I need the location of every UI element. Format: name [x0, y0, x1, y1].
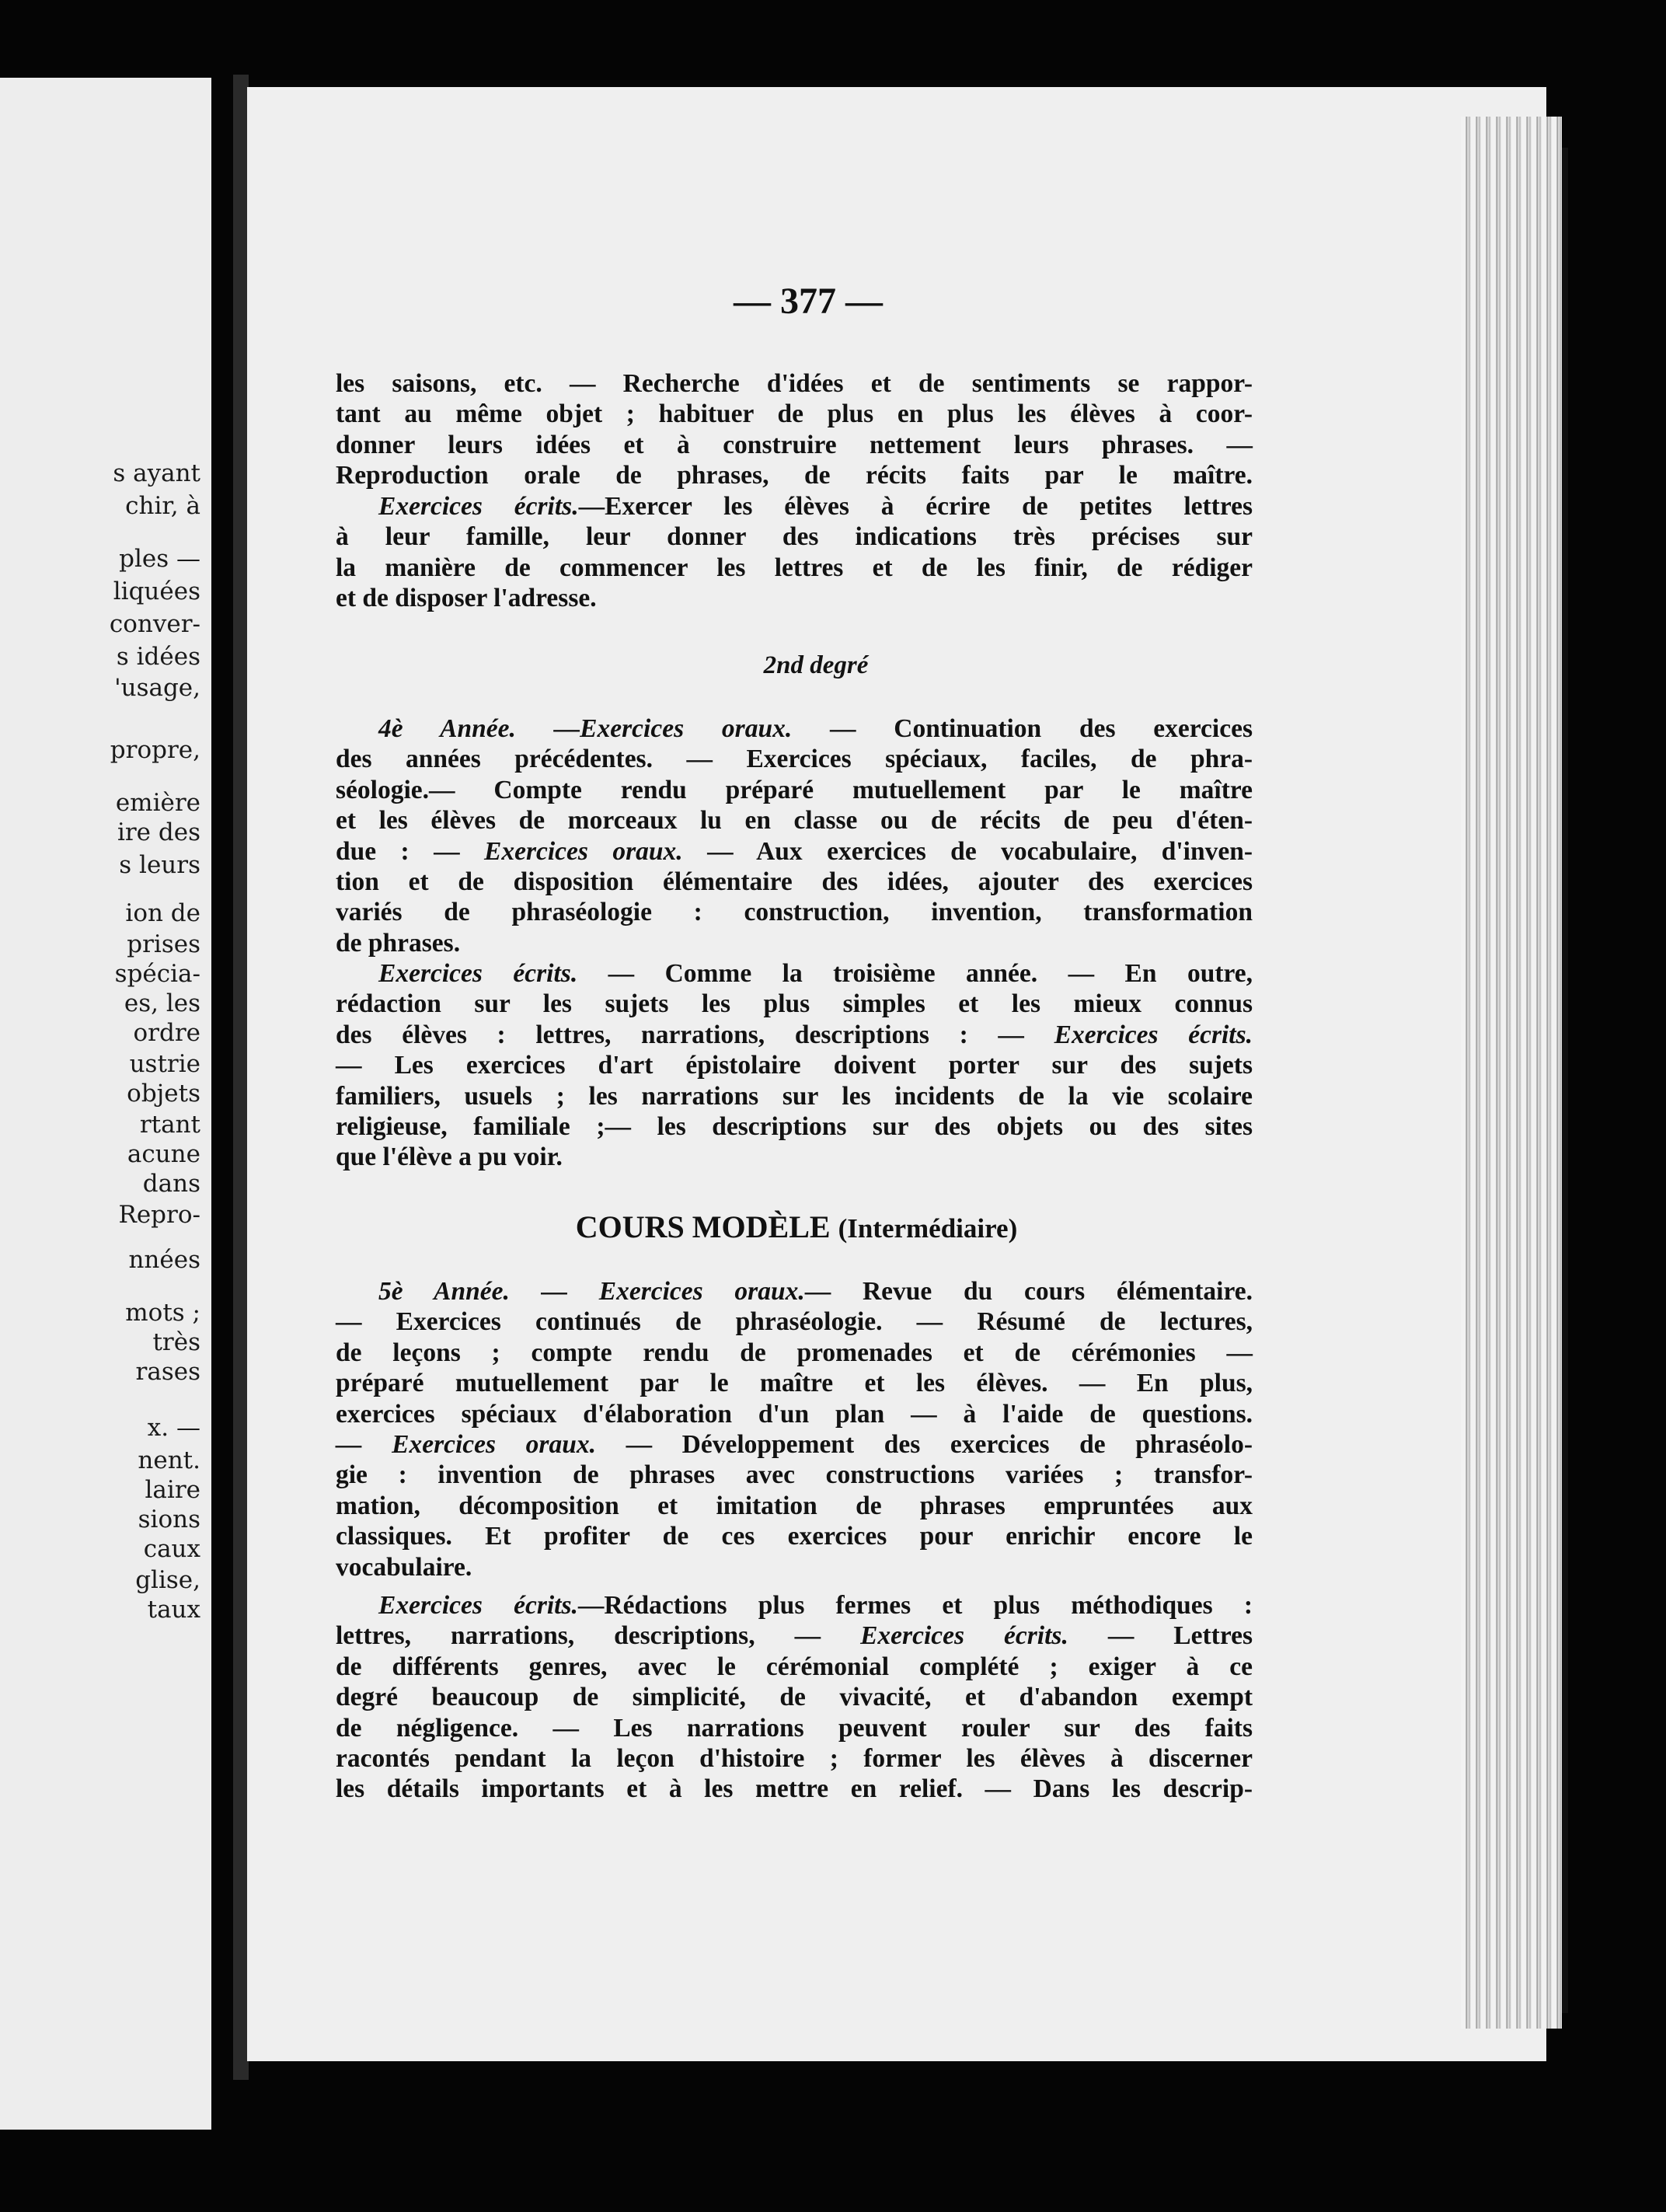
- text-line: et de disposer l'adresse.: [336, 584, 597, 613]
- text-line: variés de phraséologie : construction, invention, transformation: [336, 898, 1253, 927]
- italic-lead: Exercices écrits.: [378, 959, 578, 988]
- section-heading: COURS MODÈLE (Intermédiaire): [575, 1209, 1018, 1244]
- text-line: séologie.— Compte rendu préparé mutuellement par le maître: [336, 775, 1253, 804]
- text-line: vocabulaire.: [336, 1552, 472, 1582]
- left-page-fragment: s leurs: [119, 851, 200, 879]
- text-line: Exercices écrits.—Rédactions plus fermes et plus méthodiques :: [378, 1591, 1253, 1620]
- text-line: rédaction sur les sujets les plus simples et les mieux connus: [336, 989, 1253, 1019]
- italic-lead: Exercices écrits.: [378, 1591, 578, 1620]
- text-line: et les élèves de morceaux lu en classe ou de récits de peu d'éten-: [336, 806, 1253, 836]
- left-page-fragment: x. —: [147, 1414, 200, 1442]
- left-page-fragment: emière: [115, 789, 200, 817]
- italic-lead: 4è Année. —Exercices oraux.: [378, 714, 793, 743]
- left-page-fragment: mots ;: [125, 1299, 200, 1327]
- paragraph-exercices-ecrits-2: [336, 958, 1253, 1173]
- text-line: de phrases.: [336, 928, 461, 958]
- paragraph-exercices-ecrits-3: [336, 1590, 1253, 1805]
- text-line: lettres, narrations, descriptions, — Exercices écrits. — Lettres: [336, 1621, 1253, 1651]
- degree-heading: 2nd degré: [763, 651, 869, 679]
- paragraph-5e-annee: [336, 1276, 1253, 1582]
- text-line: Exercices écrits. — Comme la troisième année. — En outre,: [378, 959, 1253, 988]
- italic-lead: 5è Année. — Exercices oraux.: [378, 1277, 805, 1306]
- text-line: la manière de commencer les lettres et de les finir, de rédiger: [336, 553, 1253, 582]
- text-line: racontés pendant la leçon d'histoire ; former les élèves à discerner: [336, 1744, 1253, 1774]
- left-page-fragment: ordre: [133, 1019, 200, 1047]
- italic-lead: Exercices écrits.: [378, 492, 579, 521]
- left-page-fragment: ire des: [117, 818, 200, 846]
- left-page-fragment: s ayant: [113, 459, 200, 487]
- text-line: — Les exercices d'art épistolaire doivent porter sur des sujets: [336, 1051, 1253, 1080]
- left-page-fragment: propre,: [110, 736, 200, 764]
- text-line: 5è Année. — Exercices oraux.— Revue du cours élémentaire.: [378, 1277, 1253, 1306]
- page-edges: [1461, 117, 1562, 2029]
- text-line: des élèves : lettres, narrations, descriptions : — Exercices écrits.: [336, 1020, 1253, 1049]
- left-page-fragment: glise,: [135, 1566, 200, 1594]
- left-page-fragment: nnées: [128, 1246, 200, 1274]
- text-line: donner leurs idées et à construire nettement leurs phrases. —: [336, 430, 1253, 459]
- text-line: classiques. Et profiter de ces exercices pour enrichir encore le: [336, 1522, 1253, 1551]
- text-line: familiers, usuels ; les narrations sur les incidents de la vie scolaire: [336, 1081, 1253, 1111]
- text-line: religieuse, familiale ;— les descriptions sur des objets ou des sites: [336, 1112, 1253, 1142]
- text-line: que l'élève a pu voir.: [336, 1143, 563, 1172]
- text-line: Exercices écrits.—Exercer les élèves à écrire de petites lettres: [378, 492, 1253, 521]
- text-line: mation, décomposition et imitation de phrases empruntées aux: [336, 1491, 1253, 1520]
- page-number: — 377 —: [734, 281, 883, 322]
- left-page-fragment: dans: [142, 1170, 200, 1198]
- text-line: 4è Année. —Exercices oraux. — Continuation des exercices: [378, 714, 1253, 743]
- left-page-fragment: 'usage,: [114, 674, 200, 702]
- left-page-fragment: ustrie: [129, 1050, 200, 1078]
- left-page-fragment: très: [152, 1328, 200, 1356]
- left-page-fragment: s idées: [116, 643, 200, 671]
- left-page-fragment: objets: [127, 1080, 200, 1108]
- text-line: tion et de disposition élémentaire des idées, ajouter des exercices: [336, 867, 1253, 897]
- left-page-fragment: chir, à: [125, 492, 200, 520]
- text-line: préparé mutuellement par le maître et les élèves. — En plus,: [336, 1369, 1253, 1398]
- left-page-fragment: liquées: [113, 577, 200, 605]
- left-page-fragment: ples —: [119, 545, 200, 573]
- left-page-fragment: sions: [138, 1505, 200, 1533]
- text-line: de négligence. — Les narrations peuvent rouler sur des faits: [336, 1713, 1253, 1743]
- left-page-fragment: laire: [145, 1476, 200, 1504]
- book-gutter-shadow: [233, 75, 249, 2080]
- left-page-fragment: rases: [135, 1358, 200, 1386]
- left-page-fragment: caux: [143, 1535, 200, 1563]
- text-line: gie : invention de phrases avec constructions variées ; transfor-: [336, 1460, 1253, 1490]
- left-page-fragment: Repro-: [118, 1201, 200, 1229]
- paragraph-4e-annee: [336, 713, 1253, 958]
- left-page: [0, 78, 211, 2130]
- text-line: les détails importants et à les mettre en relief. — Dans les descrip-: [336, 1774, 1253, 1804]
- text-line: — Exercices continués de phraséologie. — Résumé de lectures,: [336, 1307, 1253, 1337]
- text-line: à leur famille, leur donner des indications très précises sur: [336, 522, 1253, 552]
- left-page-fragment: taux: [147, 1596, 200, 1624]
- left-page-fragment: es, les: [124, 989, 200, 1017]
- left-page-fragment: nent.: [138, 1446, 200, 1474]
- left-page-fragment: rtant: [139, 1111, 200, 1139]
- paragraph-exercices-ecrits-1: [336, 491, 1253, 614]
- text-line: Reproduction orale de phrases, de récits faits par le maître.: [336, 461, 1253, 490]
- left-page-fragment: conver-: [109, 610, 200, 638]
- text-line: de leçons ; compte rendu de promenades et de cérémonies —: [336, 1338, 1253, 1367]
- text-line: de différents genres, avec le cérémonial complété ; exiger à ce: [336, 1652, 1253, 1681]
- text-line: due : — Exercices oraux. — Aux exercices de vocabulaire, d'inven-: [336, 836, 1253, 866]
- text-line: des années précédentes. — Exercices spéciaux, faciles, de phra-: [336, 745, 1253, 774]
- text-line: — Exercices oraux. — Développement des exercices de phraséolo-: [336, 1430, 1253, 1460]
- text-line: tant au même objet ; habituer de plus en plus les élèves à coor-: [336, 399, 1253, 429]
- left-page-fragment: prises: [127, 930, 200, 958]
- left-page-fragment: acune: [127, 1140, 200, 1168]
- text-line: exercices spéciaux d'élaboration d'un plan — à l'aide de questions.: [336, 1399, 1253, 1429]
- left-page-fragment: spécia-: [114, 960, 200, 988]
- text-line: degré beaucoup de simplicité, de vivacité, et d'abandon exempt: [336, 1683, 1253, 1712]
- book-cover-edge: [1562, 148, 1568, 2013]
- paragraph-continuation: [336, 368, 1253, 491]
- left-page-fragment: ion de: [125, 899, 200, 927]
- text-line: les saisons, etc. — Recherche d'idées et de sentiments se rappor-: [336, 369, 1253, 398]
